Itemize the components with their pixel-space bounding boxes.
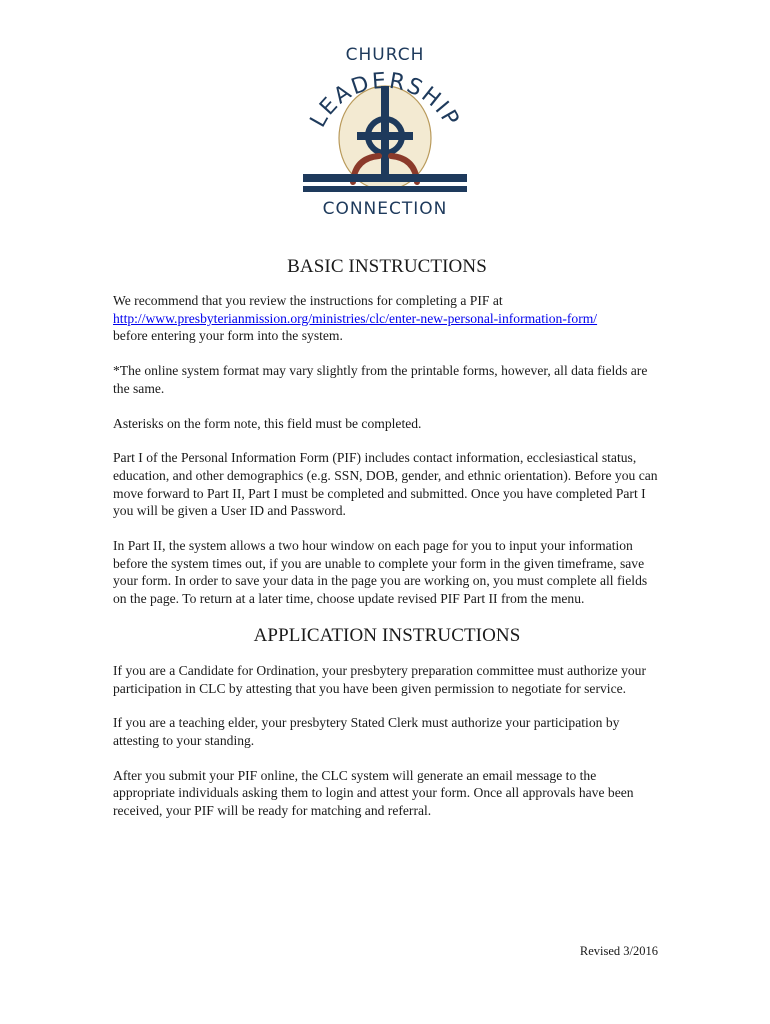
church-leadership-connection-logo <box>295 38 475 223</box>
revised-date: Revised 3/2016 <box>579 944 658 958</box>
basic-paragraph-1-after: before entering your form into the system. <box>113 328 343 344</box>
application-paragraph-2: If you are a teaching elder, your presbytery Stated Clerk must authorize your participation by attesting to your standing. <box>113 715 620 748</box>
application-instructions-heading: APPLICATION INSTRUCTIONS <box>253 624 521 646</box>
basic-paragraph-4: Part I of the Personal Information Form (PIF) includes contact information, ecclesiastical status, education, and other demographics (e.g. SSN, DOB, gender, and ethnic orientation). Before you can move forward to Part II, Part I must be completed and submitted. Once you have completed Part I you will be given a User ID and Password. <box>113 450 658 519</box>
basic-paragraph-1-text: We recommend that you review the instructions for completing a PIF at <box>113 293 503 308</box>
basic-paragraph-3: Asterisks on the form note, this field must be completed. <box>113 415 422 431</box>
logo-word-connection: CONNECTION <box>322 199 448 219</box>
basic-paragraph-1 <box>113 292 661 345</box>
logo-word-leadership: LEADERSHIP <box>305 68 465 132</box>
application-paragraph-1: If you are a Candidate for Ordination, your presbytery preparation committee must authorize your participation in CLC by attesting that you have been given permission to negotiate for service. <box>113 662 646 696</box>
basic-paragraph-5: In Part II, the system allows a two hour window on each page for you to input your information before the system times out, if you are unable to complete your form in the given timeframe, save your form. In order to save your data in the page you are working on, you must complete all fields on the page. To return at a later time, choose update revised PIF Part II from the menu. <box>113 538 648 607</box>
logo-band-bottom <box>303 186 467 192</box>
basic-paragraph-2: *The online system format may vary slightly from the printable forms, however, all data fields are the same. <box>113 363 648 396</box>
document-body <box>113 256 661 837</box>
logo-word-church: CHURCH <box>345 45 425 65</box>
logo-band-top <box>303 174 467 182</box>
pif-instructions-link[interactable]: http://www.presbyterianmission.org/ministries/clc/enter-new-personal-information-form/ <box>113 310 598 326</box>
basic-instructions-heading: BASIC INSTRUCTIONS <box>287 256 487 277</box>
application-paragraph-3: After you submit your PIF online, the CLC system will generate an email message to the appropriate individuals asking them to login and attest your form. Once all approvals have been received, your PIF will be ready for matching and referral. <box>113 767 634 819</box>
